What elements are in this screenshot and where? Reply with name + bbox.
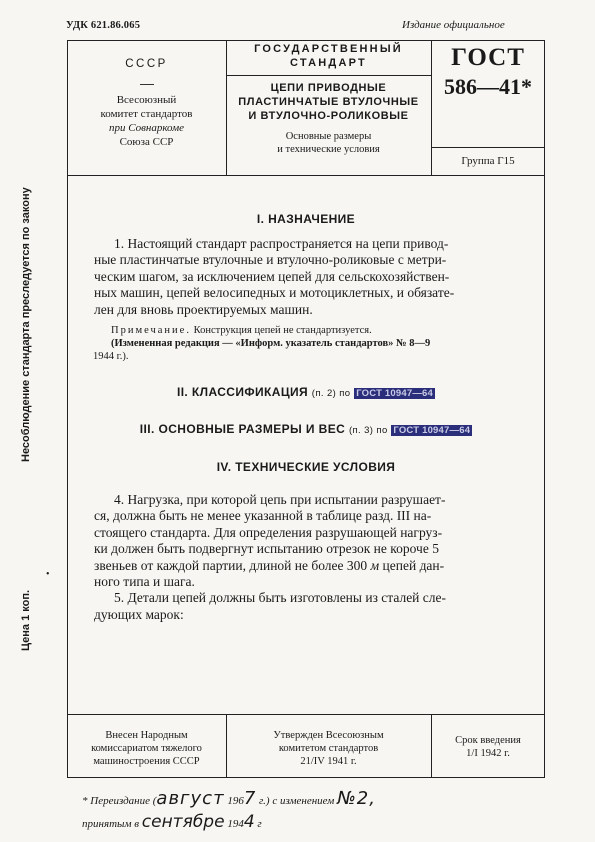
standard-title-line: И ВТУЛОЧНО-РОЛИКОВЫЕ xyxy=(248,110,409,122)
section-4-title: IV. ТЕХНИЧЕСКИЕ УСЛОВИЯ xyxy=(216,460,396,474)
standard-subtitle-line: Основные размеры xyxy=(285,131,372,142)
footer-line: 21/IV 1941 г. xyxy=(300,756,357,767)
committee-line: комитет стандартов xyxy=(100,108,193,120)
standard-title-line: ЦЕПИ ПРИВОДНЫЕ xyxy=(270,82,387,94)
footer-introduced-by xyxy=(67,729,226,768)
section-2-heading: II. КЛАССИФИКАЦИЯ xyxy=(176,385,309,399)
footer-line: Внесен Народным xyxy=(105,730,188,741)
footer-line: машиностроения СССР xyxy=(93,756,200,767)
text-line: стоящего стандарта. Для определения разрушающей нагруз- xyxy=(94,524,443,540)
footer-line: комитетом стандартов xyxy=(278,743,379,754)
handwritten-month: август xyxy=(156,788,225,809)
text-line: дующих марок: xyxy=(94,606,184,622)
ussr-label: СССР xyxy=(125,58,168,70)
footer-line: 1/I 1942 г. xyxy=(466,748,510,759)
margin-dot: • xyxy=(46,569,50,580)
paragraph-1 xyxy=(94,236,514,318)
section-2-title xyxy=(67,385,545,399)
text-line: ных машин, цепей велосипедных и мотоциклетных, и обязате- xyxy=(94,285,455,301)
text-line: ческим шагом, за исключением цепей для сельскохозяйствен- xyxy=(94,268,450,284)
edition-label: Издание официальное xyxy=(402,19,505,31)
footer-effective-date xyxy=(431,734,545,760)
footer-line: Срок введения xyxy=(455,735,521,746)
handwritten-number: №2, xyxy=(337,788,376,809)
section-3-ref-prefix: (п. 3) по xyxy=(348,425,388,436)
note-block xyxy=(93,324,511,363)
footer-line: комиссариатом тяжелого xyxy=(91,743,202,754)
text-line: 4. Нагрузка, при которой цепь при испытании разрушает- xyxy=(114,492,446,507)
reprint-line-2: принятым в сентябре 1944 г xyxy=(82,812,262,832)
committee-block xyxy=(67,93,226,149)
text-line: ные пластинчатые втулочные и втулочно-роликовые с метри- xyxy=(94,252,447,268)
text-line: 1. Настоящий стандарт распространяется на цепи привод- xyxy=(114,236,449,251)
handwritten-month: сентябре xyxy=(141,812,225,832)
state-standard-label-2: СТАНДАРТ xyxy=(290,57,367,69)
header-group-divider xyxy=(431,147,545,148)
header-title-divider xyxy=(226,75,431,76)
section-1-title: I. НАЗНАЧЕНИЕ xyxy=(256,212,356,226)
section-3-title xyxy=(67,422,545,436)
committee-line: Всесоюзный xyxy=(116,94,177,106)
gost-number: 586—41* xyxy=(444,74,532,99)
gost-reference-link[interactable]: ГОСТ 10947—64 xyxy=(393,425,471,436)
header-dash xyxy=(140,84,154,85)
note-line xyxy=(111,324,511,337)
side-margin xyxy=(20,130,50,690)
section-2-ref-prefix: (п. 2) по xyxy=(311,388,351,399)
note-label: Примечание. xyxy=(111,325,191,336)
udk-code: УДК 621.86.065 xyxy=(66,20,141,31)
gost-reference-link[interactable]: ГОСТ 10947—64 xyxy=(356,388,434,399)
text-line: ного типа и шага. xyxy=(94,574,195,590)
committee-line: Союза ССР xyxy=(119,136,174,148)
gost-label: ГОСТ xyxy=(451,44,525,71)
text-line: ся, должна быть не менее указанной в таблице разд. III на- xyxy=(94,508,432,524)
text-line: звеньев от каждой партии, длиной не более 300 м цепей дан- xyxy=(94,557,445,573)
text-line: 5. Детали цепей должны быть изготовлены из сталей сле- xyxy=(114,590,446,606)
handwritten-digit: 4 xyxy=(243,812,255,832)
header-divider xyxy=(67,175,545,176)
note-text: Конструкция цепей не стандартизуется. xyxy=(190,325,372,336)
text-line: ки должен быть подвергнут испытанию отрезок не короче 5 xyxy=(94,541,439,557)
committee-line: при Совнаркоме xyxy=(108,122,185,134)
text-line: лен для вновь проектируемых машин. xyxy=(94,301,313,317)
footer-line: Утвержден Всесоюзным xyxy=(273,730,384,741)
state-standard-label: ГОСУДАРСТВЕННЫЙ xyxy=(254,43,403,55)
paragraph-4 xyxy=(94,492,514,623)
law-notice: Несоблюдение стандарта преследуется по закону xyxy=(20,187,32,463)
standard-subtitle-line: и технические условия xyxy=(277,144,380,155)
price-label: Цена 1 коп. xyxy=(20,589,32,651)
note-edit-line: (Измененная редакция — «Информ. указатель стандартов» № 8—9 xyxy=(111,338,431,349)
note-year-line: 1944 г.). xyxy=(93,351,129,362)
footer-divider xyxy=(67,714,545,715)
standard-title-line: ПЛАСТИНЧАТЫЕ ВТУЛОЧНЫЕ xyxy=(238,96,419,108)
section-3-heading: III. ОСНОВНЫЕ РАЗМЕРЫ И ВЕС xyxy=(139,422,346,436)
handwritten-digit: 7 xyxy=(243,788,257,809)
group-label: Группа Г15 xyxy=(461,155,515,167)
reprint-line-1: * Переиздание (август 1967 г.) с изменением №2, xyxy=(82,788,376,809)
footer-approved-by xyxy=(226,729,431,768)
